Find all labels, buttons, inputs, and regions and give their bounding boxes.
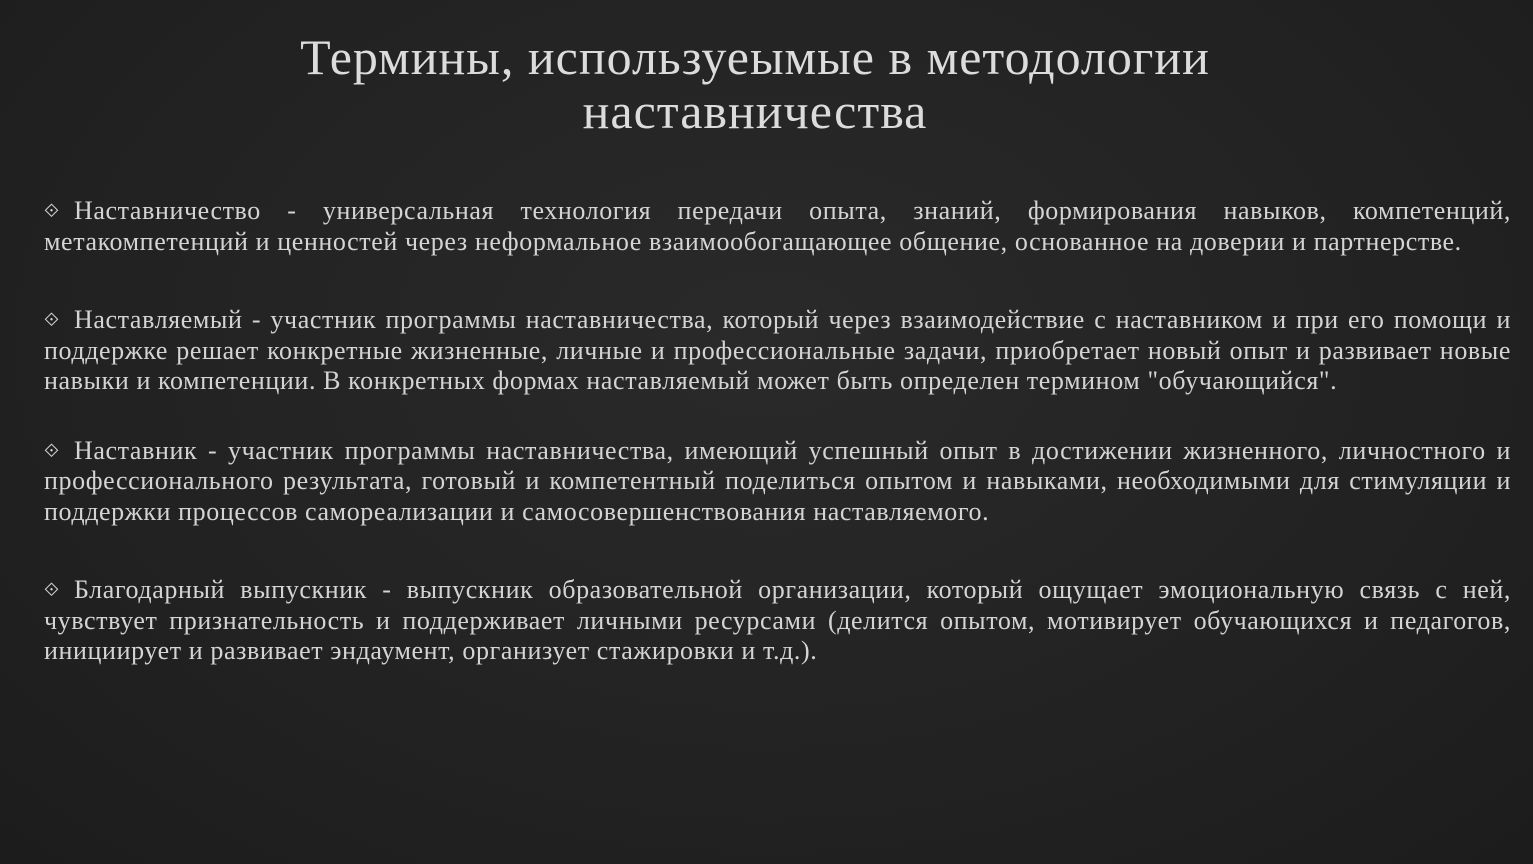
slide-title-line-2: наставничества [582,83,928,139]
slide-title [0,30,1510,138]
term-item [44,196,1511,257]
term-text: Наставник - участник программы наставничества, имеющий успешный опыт в достижении жизненного, личностного и профессионального результата, готовый и компетентный поделиться опытом и навыками, необходимыми для стимуляции и поддержки процессов самореализации и самосовершенствования наставляемого. [44,435,1511,526]
term-text: Наставничество - универсальная технология передачи опыта, знаний, формирования навыков, компетенций, метакомпетенций и ценностей через неформальное взаимообогащающее общение, основанное на доверии и партнерстве. [44,196,1511,256]
term-item [44,436,1511,528]
diamond-bullet-icon: ⟐ [44,200,60,222]
terms-list [44,196,1511,667]
term-text: Наставляемый - участник программы наставничества, который через взаимодействие с наставником и при его помощи и поддержке решает конкретные жизненные, личные и профессиональные задачи, приобретает новый опыт и развивает новые навыки и компетенции. В конкретных формах наставляемый может быть определен термином "обучающийся". [44,305,1511,395]
diamond-bullet-icon: ⟐ [44,309,60,331]
term-item [44,575,1511,667]
term-text: Благодарный выпускник - выпускник образовательной организации, который ощущает эмоциональную связь с ней, чувствует признательность и поддерживает личными ресурсами (делится опытом, мотивирует обучающихся и педагогов, инициирует и развивает эндаумент, организует стажировки и т.д.). [44,575,1511,665]
term-item [44,305,1511,397]
diamond-bullet-icon: ⟐ [44,439,60,462]
slide-title-line-1: Термины, используеымые в методологии [300,29,1210,85]
diamond-bullet-icon: ⟐ [44,579,60,601]
